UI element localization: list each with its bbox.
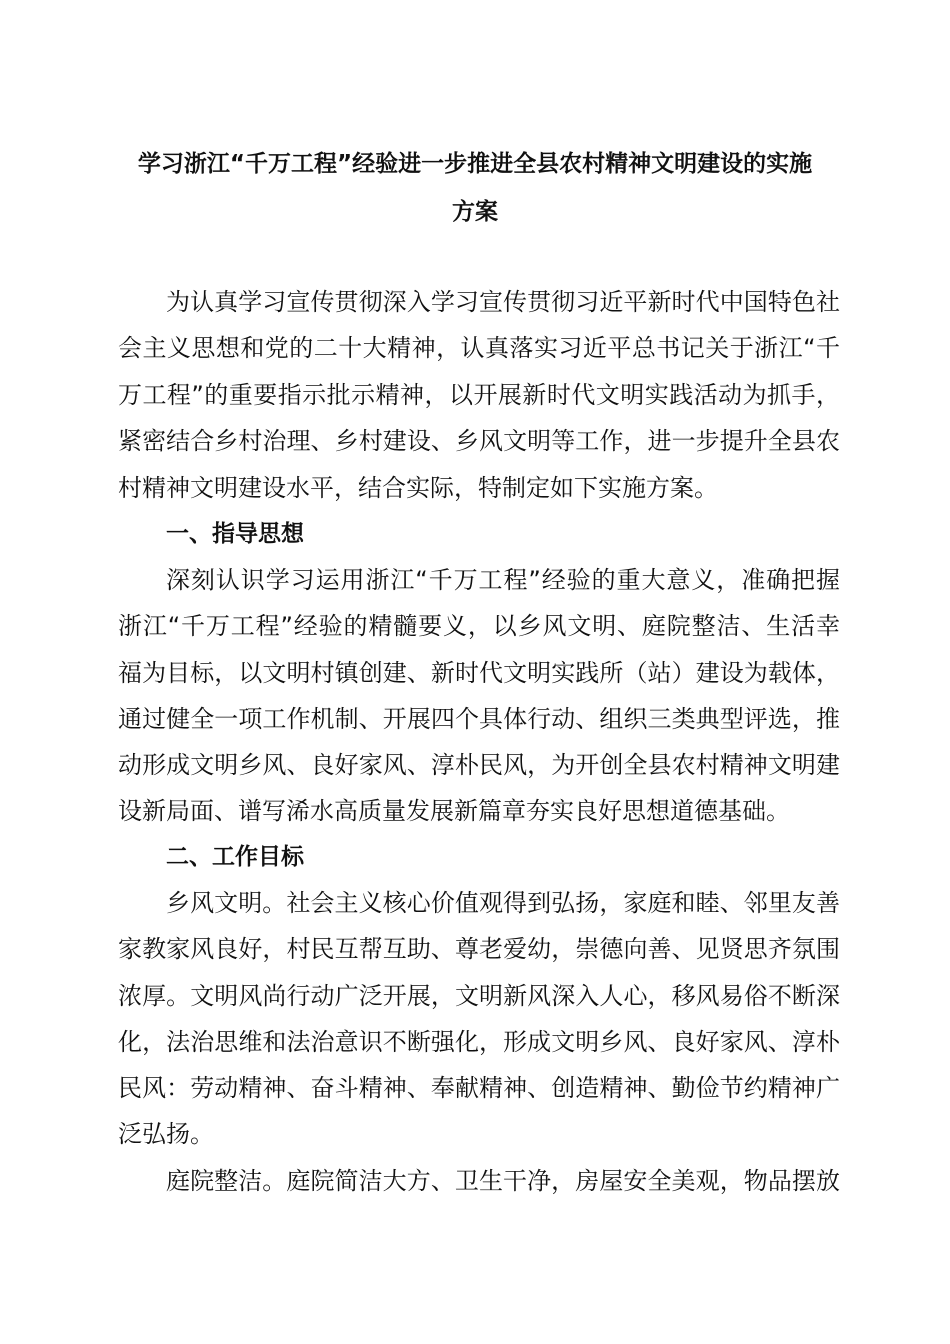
section2-line: 浓厚。文明风尚行动广泛开展，文明新风深入人心，移风易俗不断深 [118,982,840,1010]
intro-line: 会主义思想和党的二十大精神，认真落实习近平总书记关于浙江“千 [118,334,840,362]
section-heading-guiding-thought: 一、指导思想 [166,521,304,547]
section2-line: 乡风文明。社会主义核心价值观得到弘扬，家庭和睦、邻里友善 [166,889,840,917]
intro-line: 村精神文明建设水平，结合实际，特制定如下实施方案。 [118,474,718,502]
section1-line: 设新局面、谱写浠水高质量发展新篇章夯实良好思想道德基础。 [118,797,790,825]
section2-line: 化，法治思维和法治意识不断强化，形成文明乡风、良好家风、淳朴 [118,1028,840,1056]
section1-line: 动形成文明乡风、良好家风、淳朴民风，为开创全县农村精神文明建 [118,751,840,779]
intro-line: 为认真学习宣传贯彻深入学习宣传贯彻习近平新时代中国特色社 [166,288,840,316]
section1-line: 通过健全一项工作机制、开展四个具体行动、组织三类典型评选，推 [118,705,840,733]
section1-line: 浙江“千万工程”经验的精髓要义，以乡风文明、庭院整洁、生活幸 [118,612,840,640]
intro-line: 紧密结合乡村治理、乡村建设、乡风文明等工作，进一步提升全县农 [118,427,840,455]
section2-line: 庭院整洁。庭院简洁大方、卫生干净，房屋安全美观，物品摆放 [166,1167,840,1195]
document-title-line-2: 方案 [452,199,498,225]
section2-line: 家教家风良好，村民互帮互助、尊老爱幼，崇德向善、见贤思齐氛围 [118,935,840,963]
section1-line: 深刻认识学习运用浙江“千万工程”经验的重大意义，准确把握 [166,566,840,594]
section1-line: 福为目标，以文明村镇创建、新时代文明实践所（站）建设为载体， [118,659,840,687]
document-title-line-1: 学习浙江“千万工程”经验进一步推进全县农村精神文明建设的实施 [137,151,813,177]
intro-line: 万工程”的重要指示批示精神，以开展新时代文明实践活动为抓手， [118,381,840,409]
section-heading-work-goals: 二、工作目标 [166,844,304,870]
section2-line: 泛弘扬。 [118,1120,214,1148]
section2-line: 民风：劳动精神、奋斗精神、奉献精神、创造精神、勤俭节约精神广 [118,1074,840,1102]
